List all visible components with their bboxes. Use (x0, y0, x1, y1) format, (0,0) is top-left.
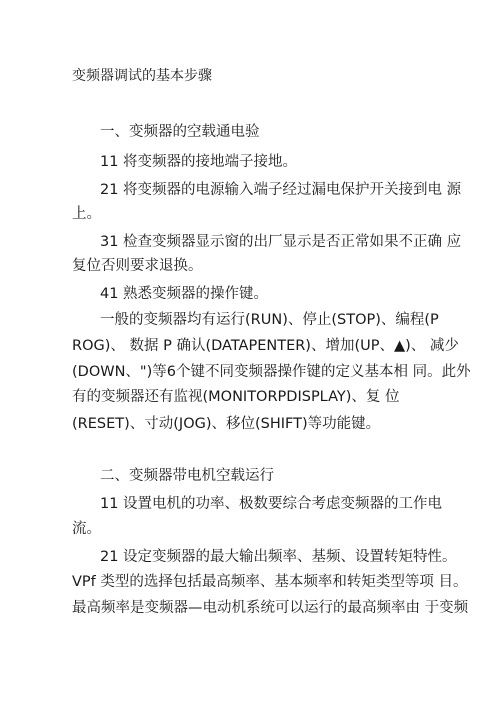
paragraph-line: 流。 (72, 521, 101, 537)
paragraph-line: 21 设定变频器的最大输出频率、基频、设置转矩特性。 (100, 549, 457, 565)
document-title: 变频器调试的基本步骤 (72, 68, 212, 84)
paragraph-line: (RESET)、寸动(JOG)、移位(SHIFT)等功能键。 (72, 416, 381, 432)
paragraph-line: 11 将变频器的接地端子接地。 (100, 154, 298, 170)
paragraph-line: ROG)、 数据 P 确认(DATAPENTER)、增加(UP、▲)、 减少 (72, 338, 459, 354)
paragraph-line: 41 熟悉变频器的操作键。 (100, 286, 269, 302)
paragraph-line: 有的变频器还有监视(MONITORPDISPLAY)、复 位 (72, 389, 400, 405)
paragraph-line: VPf 类型的选择包括最高频率、基本频率和转矩类型等项 目。 (72, 574, 468, 590)
paragraph-line: 复位否则要求退换。 (72, 258, 203, 274)
section-heading-2: 二、变频器带电机空载运行 (100, 468, 274, 484)
paragraph-line: 最高频率是变频器—电动机系统可以运行的最高频率由 于变频 (72, 600, 469, 616)
paragraph-line: 11 设置电机的功率、极数要综合考虑变频器的工作电 (100, 496, 443, 512)
paragraph-line: (DOWN、")等6个键不同变频器操作键的定义基本相 同。此外 (72, 364, 471, 380)
paragraph-line: 一般的变频器均有运行(RUN)、停止(STOP)、编程(P (100, 312, 439, 328)
paragraph-line: 上。 (72, 206, 101, 222)
paragraph-line: 31 检查变频器显示窗的出厂显示是否正常如果不正确 应 (100, 234, 462, 250)
paragraph-line: 21 将变频器的电源输入端子经过漏电保护开关接到电 源 (100, 182, 462, 198)
section-heading-1: 一、变频器的空载通电验 (100, 124, 260, 140)
